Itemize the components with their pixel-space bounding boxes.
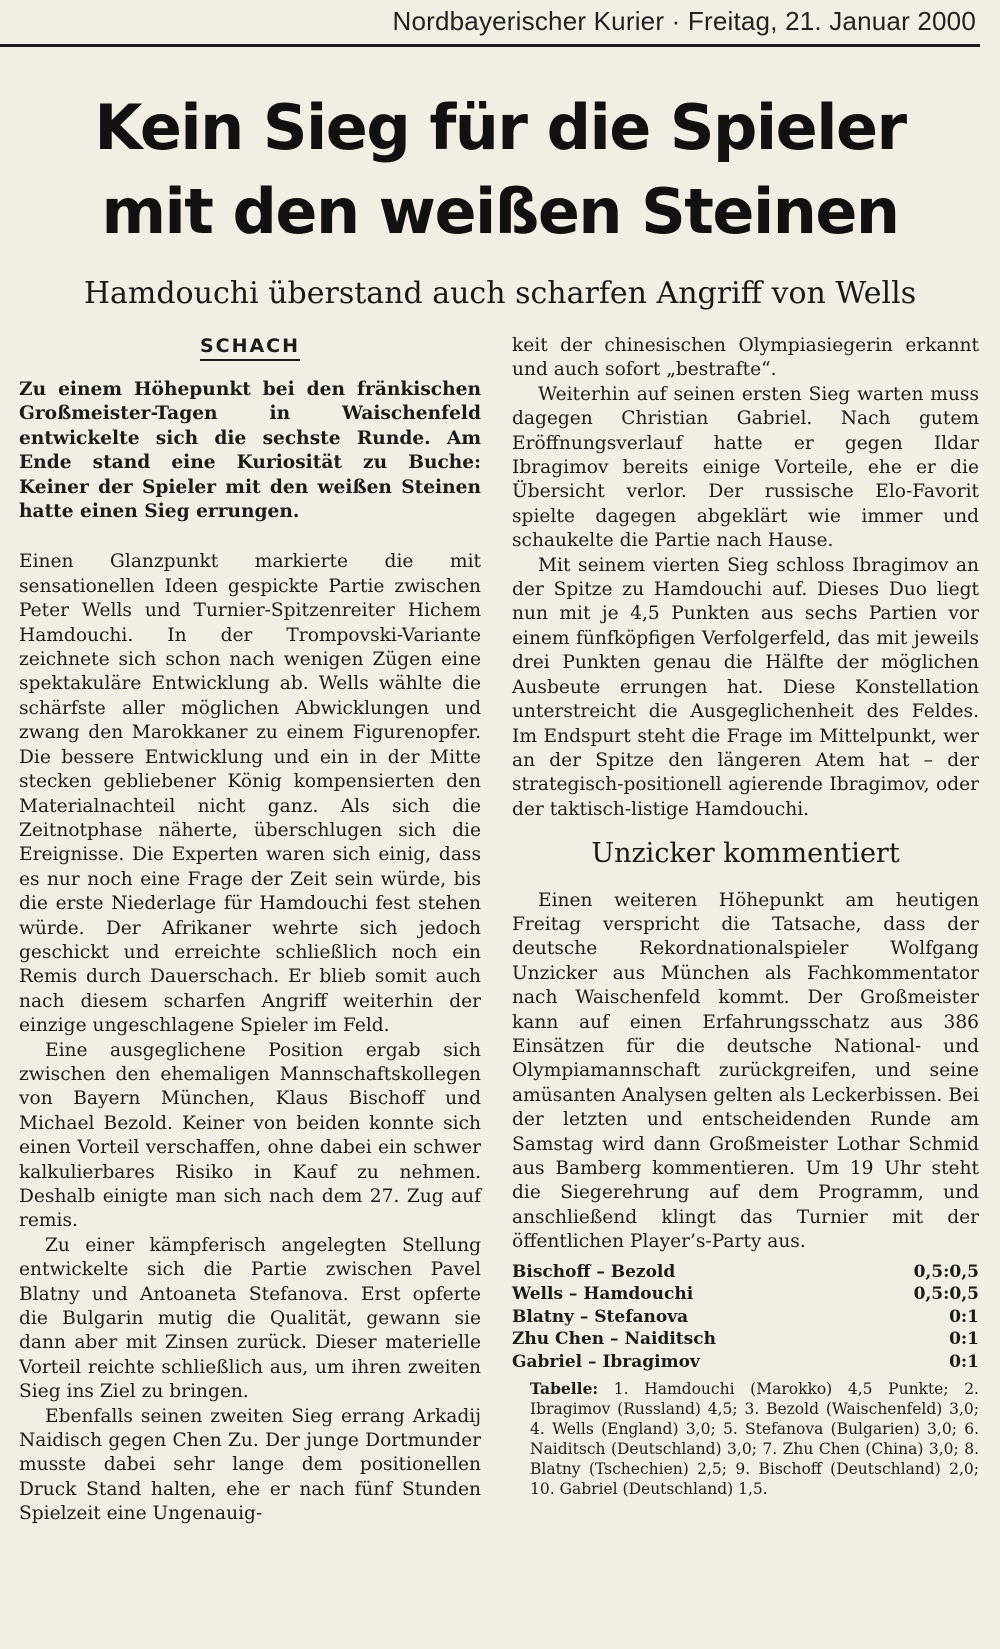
result-score: 0:1 [949, 1306, 979, 1327]
paragraph: Ebenfalls seinen zweiten Sieg errang Arkadij Naidisch gegen Chen Zu. Der junge Dortmunder musste dabei sehr lange dem positionellen Druck Stand halten, ehe er nach fünf Stunden Spielzeit eine Ungenauig- [19, 1405, 481, 1525]
result-row [512, 1283, 979, 1306]
headline-line-1: Kein Sieg für die Spieler [94, 91, 906, 164]
results-list [512, 1261, 979, 1374]
result-row [512, 1261, 979, 1284]
result-score: 0:1 [949, 1351, 979, 1372]
result-score: 0,5:0,5 [913, 1261, 979, 1282]
standings-label: Tabelle: [530, 1379, 599, 1399]
result-pairing: Bischoff – Bezold [512, 1261, 676, 1282]
section-rubric [19, 334, 481, 362]
paragraph: Einen weiteren Höhepunkt am heutigen Freitag verspricht die Tatsache, dass der deutsche Rekordnationalspieler Wolfgang Unzicker aus München als Fachkommentator nach Waischenfeld kommt. Der Großmeister kann auf einen Erfahrungsschatz aus 386 Einsätzen für die deutsche National- und Olympiamannschaft zurückgreifen, und seine amüsanten Analysen gelten als Leckerbissen. Bei der letzten und entscheidenden Runde am Samstag wird dann Großmeister Lothar Schmid aus Bamberg kommentieren. Um 19 Uhr steht die Siegerehrung auf dem Programm, und anschließend klingt das Turnier mit der öffentlichen Player’s-Party aus. [512, 889, 979, 1253]
standings-text: 1. Hamdouchi (Marokko) 4,5 Punkte; 2. Ibragimov (Russland) 4,5; 3. Bezold (Waischenfeld) 3,0; 4. Wells (England) 3,0; 5. Stefanova (Bulgarien) 3,0; 6. Naiditsch (Deutschland) 3,0; 7. Zhu Chen (China) 3,0; 8. Blatny (Tschechien) 2,5; 9. Bischoff (Deutschland) 2,0; 10. Gabriel (Deutschland) 1,5. [530, 1380, 979, 1499]
headline [0, 86, 1000, 254]
result-pairing: Wells – Hamdouchi [512, 1284, 694, 1305]
paragraph: keit der chinesischen Olympiasiegerin erkannt und auch sofort „bestrafte“. [512, 335, 979, 381]
paragraph: Zu einer kämpferisch angelegten Stellung entwickelte sich die Partie zwischen Pavel Blatny und Antoaneta Stefanova. Erst opferte die Bulgarin mutig die Qualität, gewann sie dann aber mit Zinsen zurück. Dieser materielle Vorteil reichte schließlich aus, um ihren zweiten Sieg ins Ziel zu bringen. [19, 1234, 481, 1403]
result-row [512, 1306, 979, 1329]
masthead: Nordbayerischer Kurier · Freitag, 21. Januar 2000 [392, 6, 976, 36]
result-score: 0:1 [949, 1329, 979, 1350]
header-rule [0, 44, 980, 47]
subheadline: Hamdouchi überstand auch scharfen Angriff von Wells [83, 276, 917, 311]
paragraph: Weiterhin auf seinen ersten Sieg warten muss dagegen Christian Gabriel. Nach gutem Eröffnungsverlauf hatte er gegen Ildar Ibragimov bereits einige Vorteile, ehe er die Übersicht verlor. Der russische Elo-Favorit spielte dagegen abgeklärt wie immer und schaukelte die Partie nach Hause. [512, 383, 979, 552]
result-row [512, 1351, 979, 1374]
lead-paragraph: Zu einem Höhepunkt bei den fränkischen Großmeister-Tagen in Waischenfeld entwickelte sich die sechste Runde. Am Ende stand eine Kuriosität zu Buche: Keiner der Spieler mit den weißen Steinen hatte einen Sieg errungen. [19, 379, 481, 523]
rubric-label: SCHACH [200, 335, 300, 361]
standings-table [512, 1379, 979, 1499]
result-pairing: Blatny – Stefanova [512, 1306, 689, 1327]
result-pairing: Gabriel – Ibragimov [512, 1351, 700, 1372]
paragraph: Einen Glanzpunkt markierte die mit sensationellen Ideen gespickte Partie zwischen Peter Wells und Turnier-Spitzenreiter Hichem Hamdouchi. In der Trompovski-Variante zeichnete sich schon nach wenigen Zügen eine spektakuläre Entwicklung ab. Wells wählte die schärfste aller möglichen Abwicklungen und zwang den Marokkaner zu einem Figurenopfer. Die bessere Entwicklung und ein in der Mitte stecken gebliebener König kompensierten den Materialnachteil nicht ganz. Als sich die Zeitnotphase näherte, überschlugen sich die Ereignisse. Die Experten waren sich einig, dass es nur noch eine Frage der Zeit sein würde, bis die erste Niederlage für Hamdouchi fest stehen würde. Der Afrikaner wehrte sich jedoch geschickt und erreichte schließlich noch ein Remis durch Dauerschach. Er blieb somit auch nach diesem scharfen Angriff weiterhin der einzige ungeschlagene Spieler im Feld. [19, 551, 481, 1037]
result-row [512, 1328, 979, 1351]
column-left [19, 334, 481, 1527]
column-right [512, 334, 979, 1499]
result-pairing: Zhu Chen – Naiditsch [512, 1329, 716, 1350]
paragraph: Mit seinem vierten Sieg schloss Ibragimov an der Spitze zu Hamdouchi auf. Dieses Duo liegt nun mit je 4,5 Punkten aus sechs Partien vor einem fünfköpfigen Verfolgerfeld, das mit jeweils drei Punkten genau die Hälfte der möglichen Ausbeute errungen hat. Diese Konstellation unterstreicht die Ausgeglichenheit des Feldes. Im Endspurt steht die Frage im Mittelpunkt, wer an der Spitze den längeren Atem hat – der strategisch-positionell agierende Ibragimov, oder der taktisch-listige Hamdouchi. [512, 554, 979, 820]
result-score: 0,5:0,5 [913, 1284, 979, 1305]
paragraph: Eine ausgeglichene Position ergab sich zwischen den ehemaligen Mannschaftskollegen von Bayern München, Klaus Bischoff und Michael Bezold. Keiner von beiden konnte sich einen Vorteil verschaffen, ohne dabei ein schwer kalkulierbares Risiko in Kauf zu nehmen. Deshalb einigte man sich nach dem 27. Zug auf remis. [19, 1039, 481, 1232]
section-subheading: Unzicker kommentiert [591, 838, 900, 870]
headline-line-2: mit den weißen Steinen [101, 175, 899, 248]
